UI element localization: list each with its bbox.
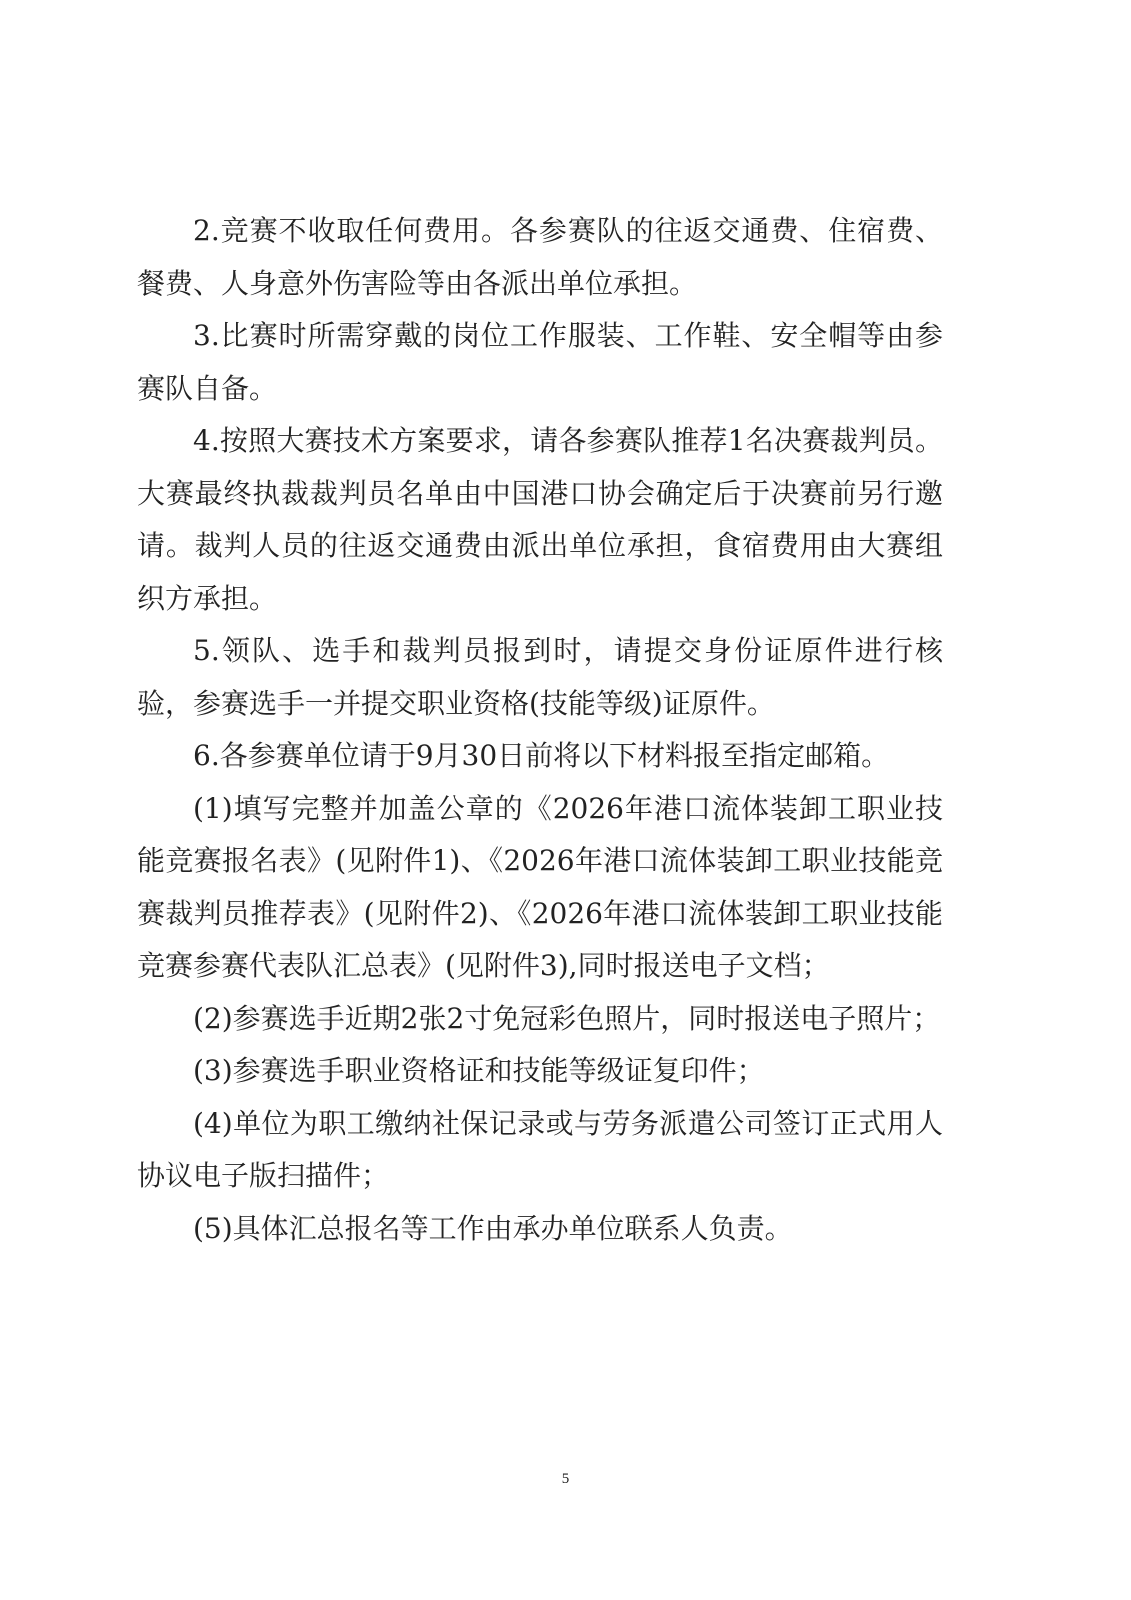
paragraph-item-5-registration: 5.领队、选手和裁判员报到时，请提交身份证原件进行核验，参赛选手一并提交职业资格(技能等级)证原件。 (137, 634, 943, 720)
paragraph-subitem-2-photos: (2)参赛选手近期2张2寸免冠彩色照片，同时报送电子照片； (193, 1001, 941, 1035)
paragraph-item-2-fees: 2.竞赛不收取任何费用。各参赛队的往返交通费、住宿费、餐费、人身意外伤害险等由各派出单位承担。 (137, 214, 943, 300)
paragraph-subitem-1-forms: (1)填写完整并加盖公章的《2026年港口流体装卸工职业技能竞赛报名表》(见附件1)、《2026年港口流体装卸工职业技能竞赛裁判员推荐表》(见附件2)、《2026年港口流体装卸工职业技能竞赛参赛代表队汇总表》(见附件3),同时报送电子文档； (137, 791, 943, 982)
document-body (137, 205, 943, 1255)
paragraph-item-4-referees: 4.按照大赛技术方案要求，请各参赛队推荐1名决赛裁判员。大赛最终执裁裁判员名单由中国港口协会确定后于决赛前另行邀请。裁判人员的往返交通费由派出单位承担，食宿费用由大赛组织方承担。 (137, 424, 943, 615)
paragraph-subitem-3-certificates: (3)参赛选手职业资格证和技能等级证复印件； (193, 1054, 765, 1087)
paragraph-subitem-5-contact: (5)具体汇总报名等工作由承办单位联系人负责。 (193, 1211, 793, 1245)
paragraph-item-6-materials: 6.各参赛单位请于9月30日前将以下材料报至指定邮箱。 (193, 739, 890, 772)
paragraph-item-3-equipment: 3.比赛时所需穿戴的岗位工作服装、工作鞋、安全帽等由参赛队自备。 (137, 319, 943, 405)
paragraph-subitem-4-social-security: (4)单位为职工缴纳社保记录或与劳务派遣公司签订正式用人协议电子版扫描件； (137, 1106, 943, 1192)
page-number: 5 (561, 1471, 570, 1487)
